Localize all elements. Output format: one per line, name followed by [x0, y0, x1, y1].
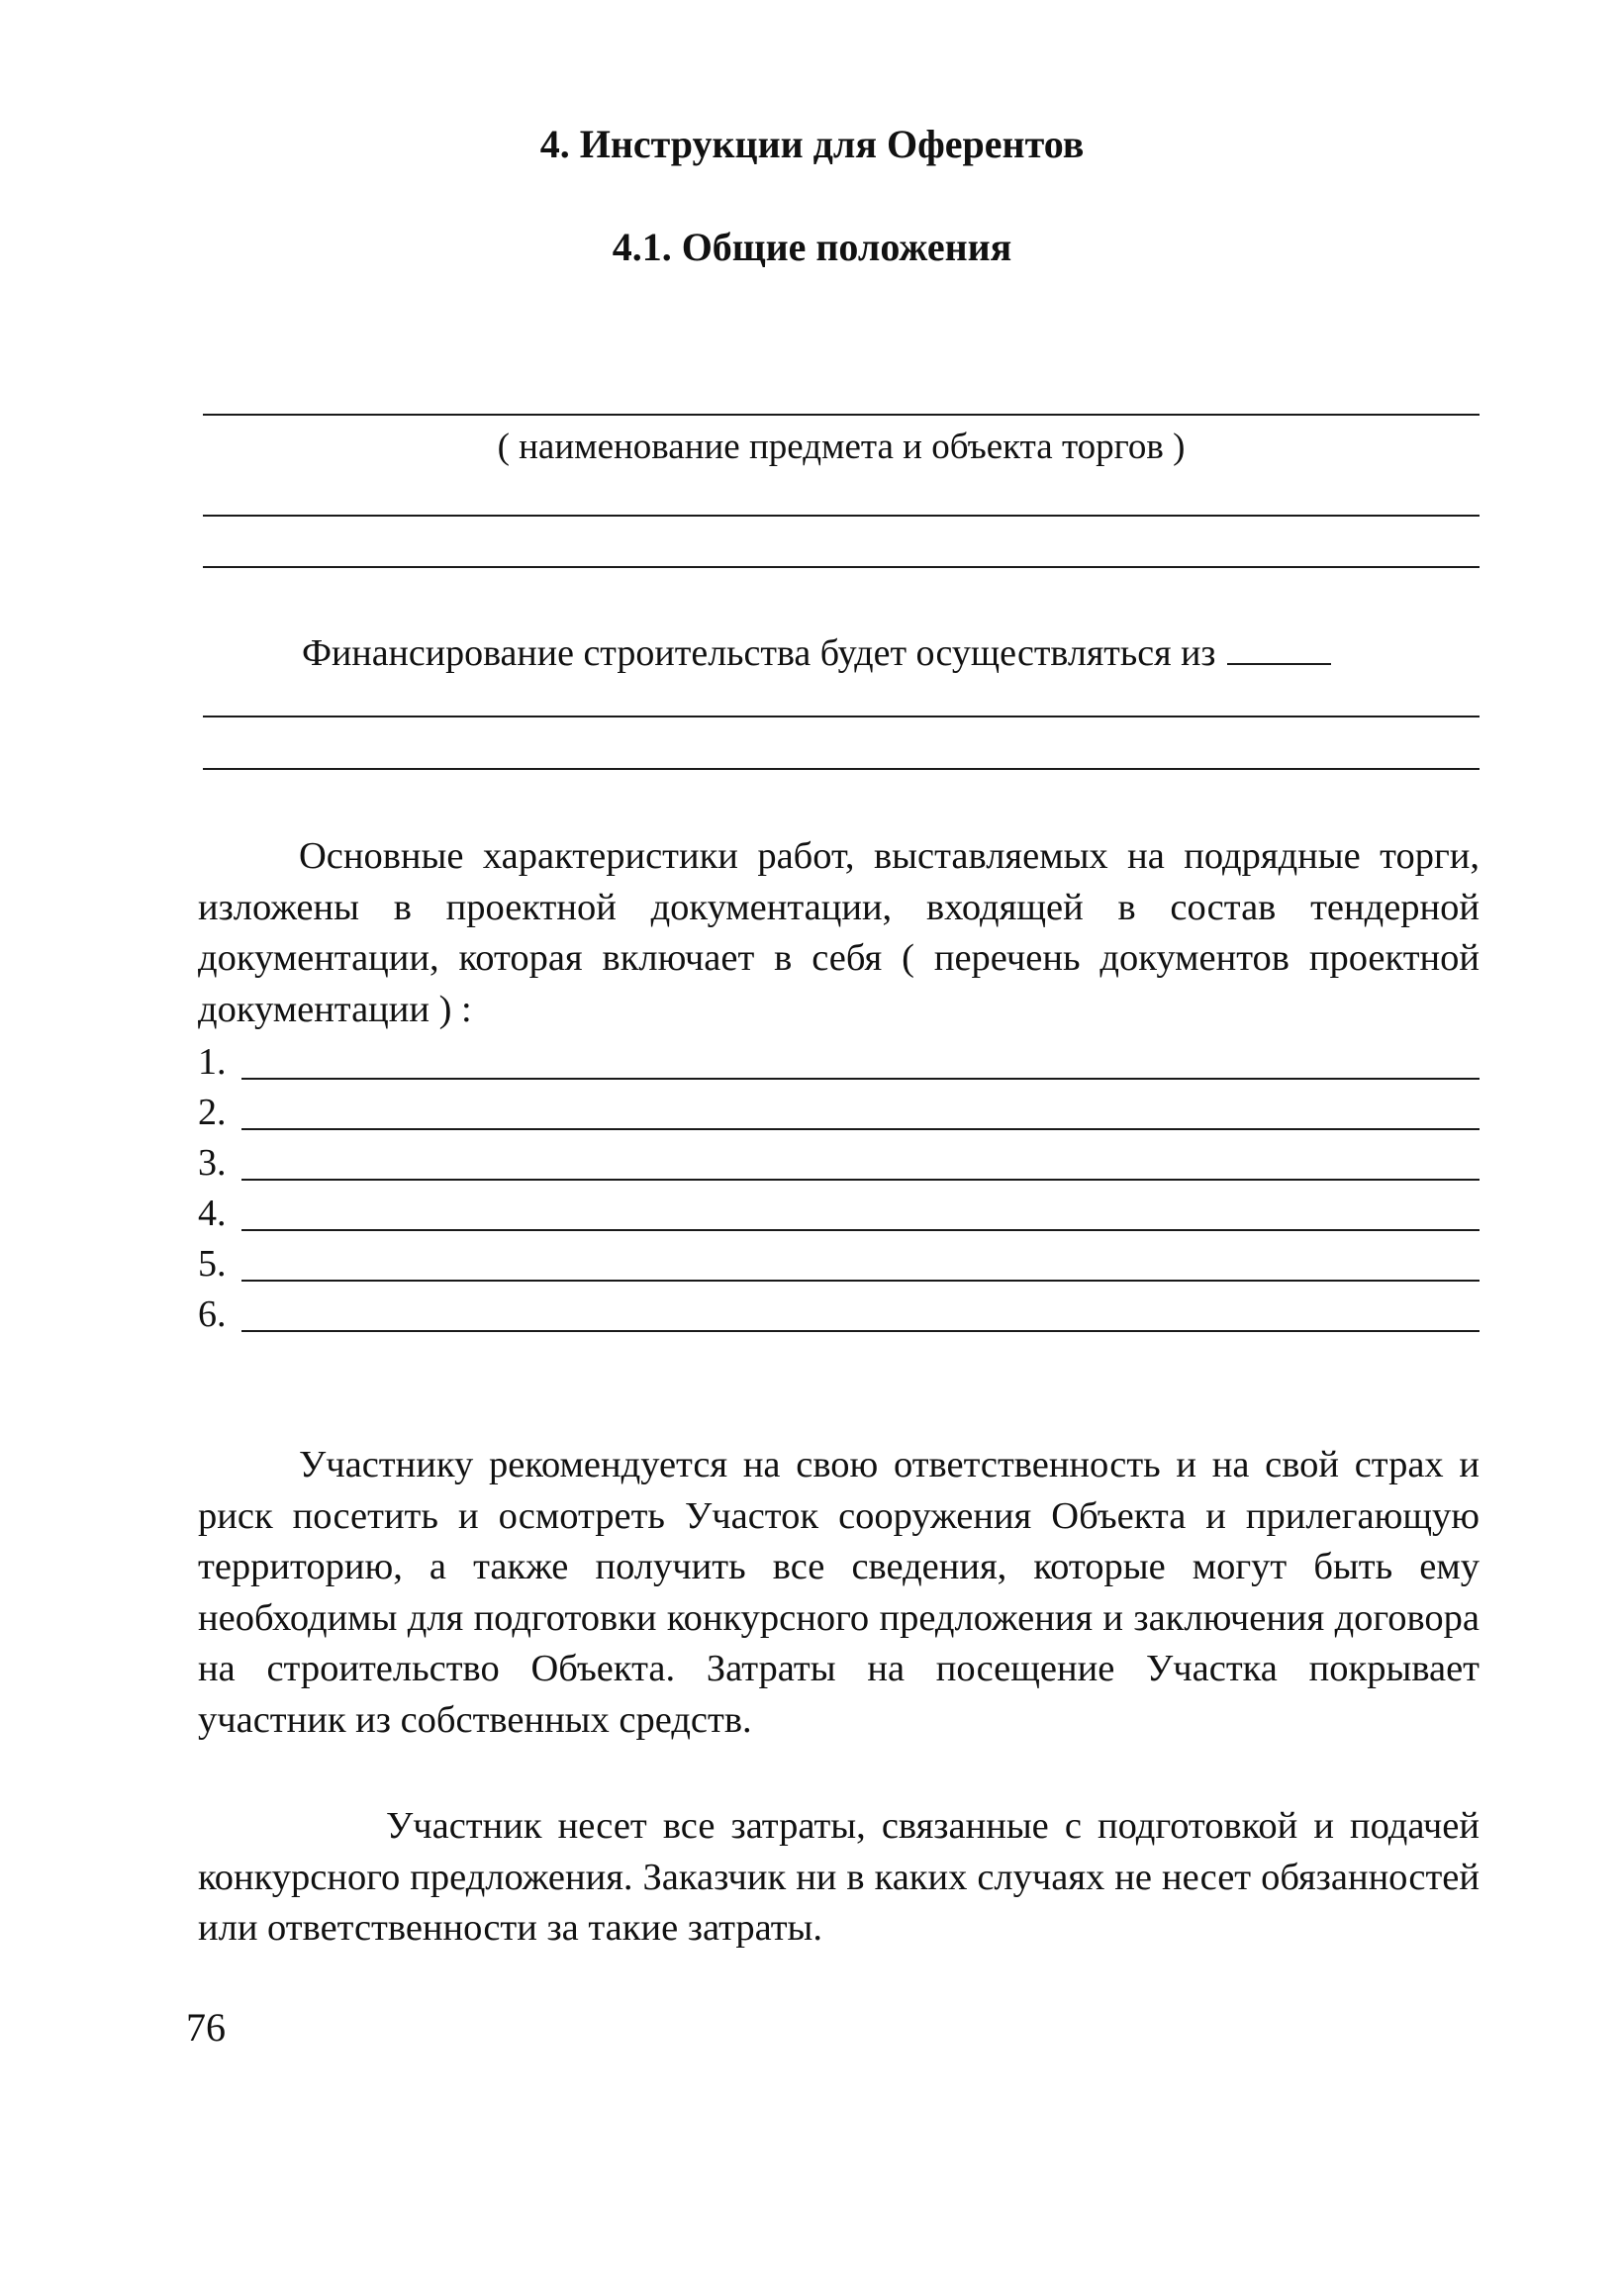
list-item-blank-line [241, 1078, 1480, 1080]
list-item-number: 6. [198, 1293, 227, 1335]
list-item-number: 1. [198, 1041, 227, 1083]
characteristics-paragraph: Основные характеристики работ, выставляемых на подрядные торги, изложены в проектной документации, входящей в состав тендерной документации, которая включает в себя ( перечень документов проектной документации ) : [198, 835, 1480, 1030]
list-item-blank-line [241, 1280, 1480, 1282]
page-number: 76 [186, 2005, 226, 2050]
financing-line [302, 631, 1331, 675]
document-list-item [198, 1188, 1480, 1237]
subject-fill-line-2 [203, 515, 1480, 517]
list-item-number: 3. [198, 1142, 227, 1184]
site-visit-paragraph: Участнику рекомендуется на свою ответственность и на свой страх и риск посетить и осмотреть Участок сооружения Объекта и прилегающую территорию, а также получить все сведения, которые могут быть ему необходимы для подготовки конкурсного предложения и заключения договора на строительство Объекта. Затраты на посещение Участка покрывает участник из собственных средств. [198, 1444, 1480, 1741]
financing-text: Финансирование строительства будет осуществляться из [302, 632, 1216, 674]
list-item-number: 4. [198, 1193, 227, 1234]
document-list-item [198, 1036, 1480, 1086]
financing-blank [1227, 663, 1331, 665]
financing-fill-line-1 [203, 716, 1480, 717]
document-list-item [198, 1087, 1480, 1136]
subsection-title: 4.1. Общие положения [612, 225, 1012, 269]
list-item-number: 2. [198, 1092, 227, 1133]
subject-fill-line-3 [203, 566, 1480, 568]
subject-caption: ( наименование предмета и объекта торгов ) [497, 427, 1186, 467]
list-item-number: 5. [198, 1243, 227, 1285]
financing-fill-line-2 [203, 768, 1480, 770]
list-item-blank-line [241, 1229, 1480, 1231]
document-list-item [198, 1289, 1480, 1338]
document-list-item [198, 1238, 1480, 1288]
list-item-blank-line [241, 1179, 1480, 1181]
subject-fill-line [203, 414, 1480, 416]
section-title: 4. Инструкции для Оферентов [539, 122, 1085, 166]
list-item-blank-line [241, 1128, 1480, 1130]
document-list-item [198, 1137, 1480, 1187]
list-item-blank-line [241, 1330, 1480, 1332]
costs-paragraph: Участник несет все затраты, связанные с подготовкой и подачей конкурсного предложения. Заказчик ни в каких случаях не несет обязанностей или ответственности за такие затраты. [198, 1805, 1480, 1949]
